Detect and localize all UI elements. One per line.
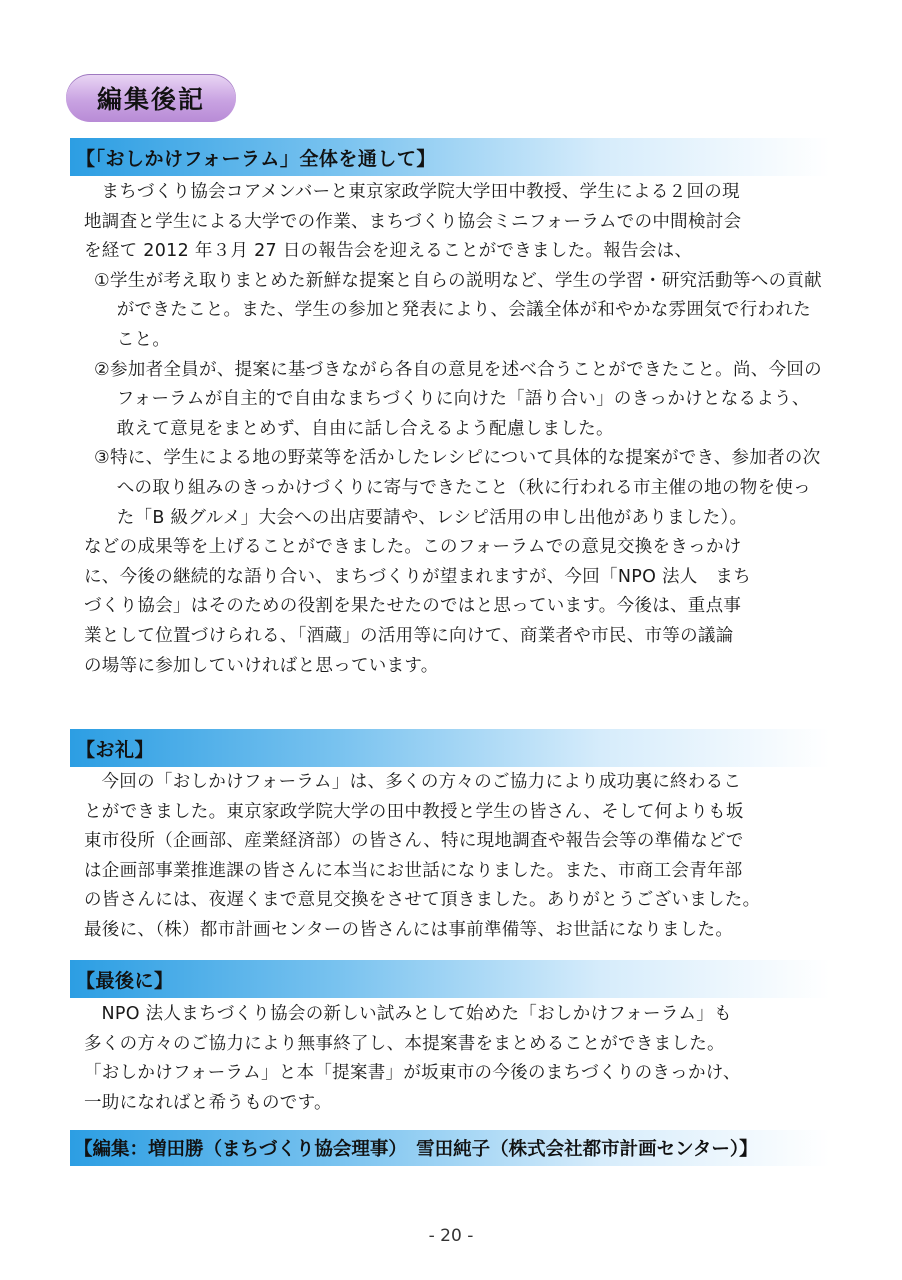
editors-text: 【編集：増田勝（まちづくり協会理事） 雪田純子（株式会社都市計画センター）】: [74, 1139, 758, 1160]
body-line: 今回の「おしかけフォーラム」は、多くの方々のご協力により成功裏に終わるこ: [101, 772, 742, 792]
list-item: ①学生が考え取りまとめた新鮮な提案と自らの説明など、学生の学習・研究活動等への貢献ができたこと。また、学生の参加と発表により、会議全体が和やかな雰囲気で行われたこと。: [94, 270, 822, 350]
intro-line: を経て 2012 年３月 27 日の報告会を迎えることができました。報告会は、: [84, 241, 693, 262]
body-line: 「おしかけフォーラム」と本「提案書」が坂東市の今後のまちづくりのきっかけ、: [84, 1063, 741, 1084]
closing-line: の場等に参加していければと思っています。: [84, 655, 439, 676]
section-body-overall: [84, 178, 824, 681]
body-line: 一助になればと希うものです。: [84, 1092, 332, 1113]
section-heading-finally: [70, 960, 830, 998]
body-line: 多くの方々のご協力により無事終了し、本提案書をまとめることができました。: [84, 1033, 725, 1054]
section-heading-thanks: [70, 729, 830, 767]
closing-line: づくり協会」はそのための役割を果たせたのではと思っています。今後は、重点事: [84, 596, 742, 617]
section-body-thanks: [84, 768, 824, 946]
closing-line: に、今後の継続的な語り合い、まちづくりが望まれますが、今回「NPO 法人 まち: [84, 566, 752, 587]
body-line: とができました。東京家政学院大学の田中教授と学生の皆さん、そして何よりも坂: [84, 801, 744, 822]
body-line: の皆さんには、夜遅くまで意見交換をさせて頂きました。ありがとうございました。: [84, 890, 761, 911]
closing-line: 業として位置づけられる、「酒蔵」の活用等に向けて、商業者や市民、市等の議論: [84, 625, 734, 646]
section-body-finally: [84, 1000, 824, 1118]
section-heading-overall: [70, 138, 830, 176]
closing-line: などの成果等を上げることができました。このフォーラムでの意見交換をきっかけ: [84, 537, 742, 558]
title-badge: [66, 74, 236, 122]
intro-line: 地調査と学生による大学での作業、まちづくり協会ミニフォーラムでの中間検討会: [84, 211, 742, 232]
intro-line: まちづくり協会コアメンバーと東京家政学院大学田中教授、学生による２回の現: [101, 182, 740, 202]
section-heading-text: 【お礼】: [76, 738, 155, 761]
section-heading-text: 【最後に】: [76, 969, 174, 992]
editors-credit: [70, 1130, 830, 1166]
list-item: ③特に、学生による地の野菜等を活かしたレシピについて具体的な提案ができ、参加者の次への取り組みのきっかけづくりに寄与できたこと（秋に行われる市主催の地の物を使った「B 級グルメ」大会への出店要請や、レシピ活用の申し出他がありました）。: [94, 448, 821, 528]
body-line: NPO 法人まちづくり協会の新しい試みとして始めた「おしかけフォーラム」も: [101, 1004, 732, 1024]
page-title: 編集後記: [96, 85, 205, 114]
section-heading-text: 【「おしかけフォーラム」全体を通して】: [76, 147, 436, 170]
page-number: - 20 -: [428, 1226, 474, 1246]
body-line: 東市役所（企画部、産業経済部）の皆さん、特に現地調査や報告会等の準備などで: [84, 831, 744, 852]
body-line: は企画部事業推進課の皆さんに本当にお世話になりました。また、市商工会青年部: [84, 860, 743, 881]
body-line: 最後に、（株）都市計画センターの皆さんには事前準備等、お世話になりました。: [84, 919, 734, 940]
list-item: ②参加者全員が、提案に基づきながら各自の意見を述べ合うことができたこと。尚、今回のフォーラムが自主的で自由なまちづくりに向けた「語り合い」のきっかけとなるよう、敢えて意見をまとめず、自由に話し合えるよう配慮しました。: [94, 359, 822, 439]
